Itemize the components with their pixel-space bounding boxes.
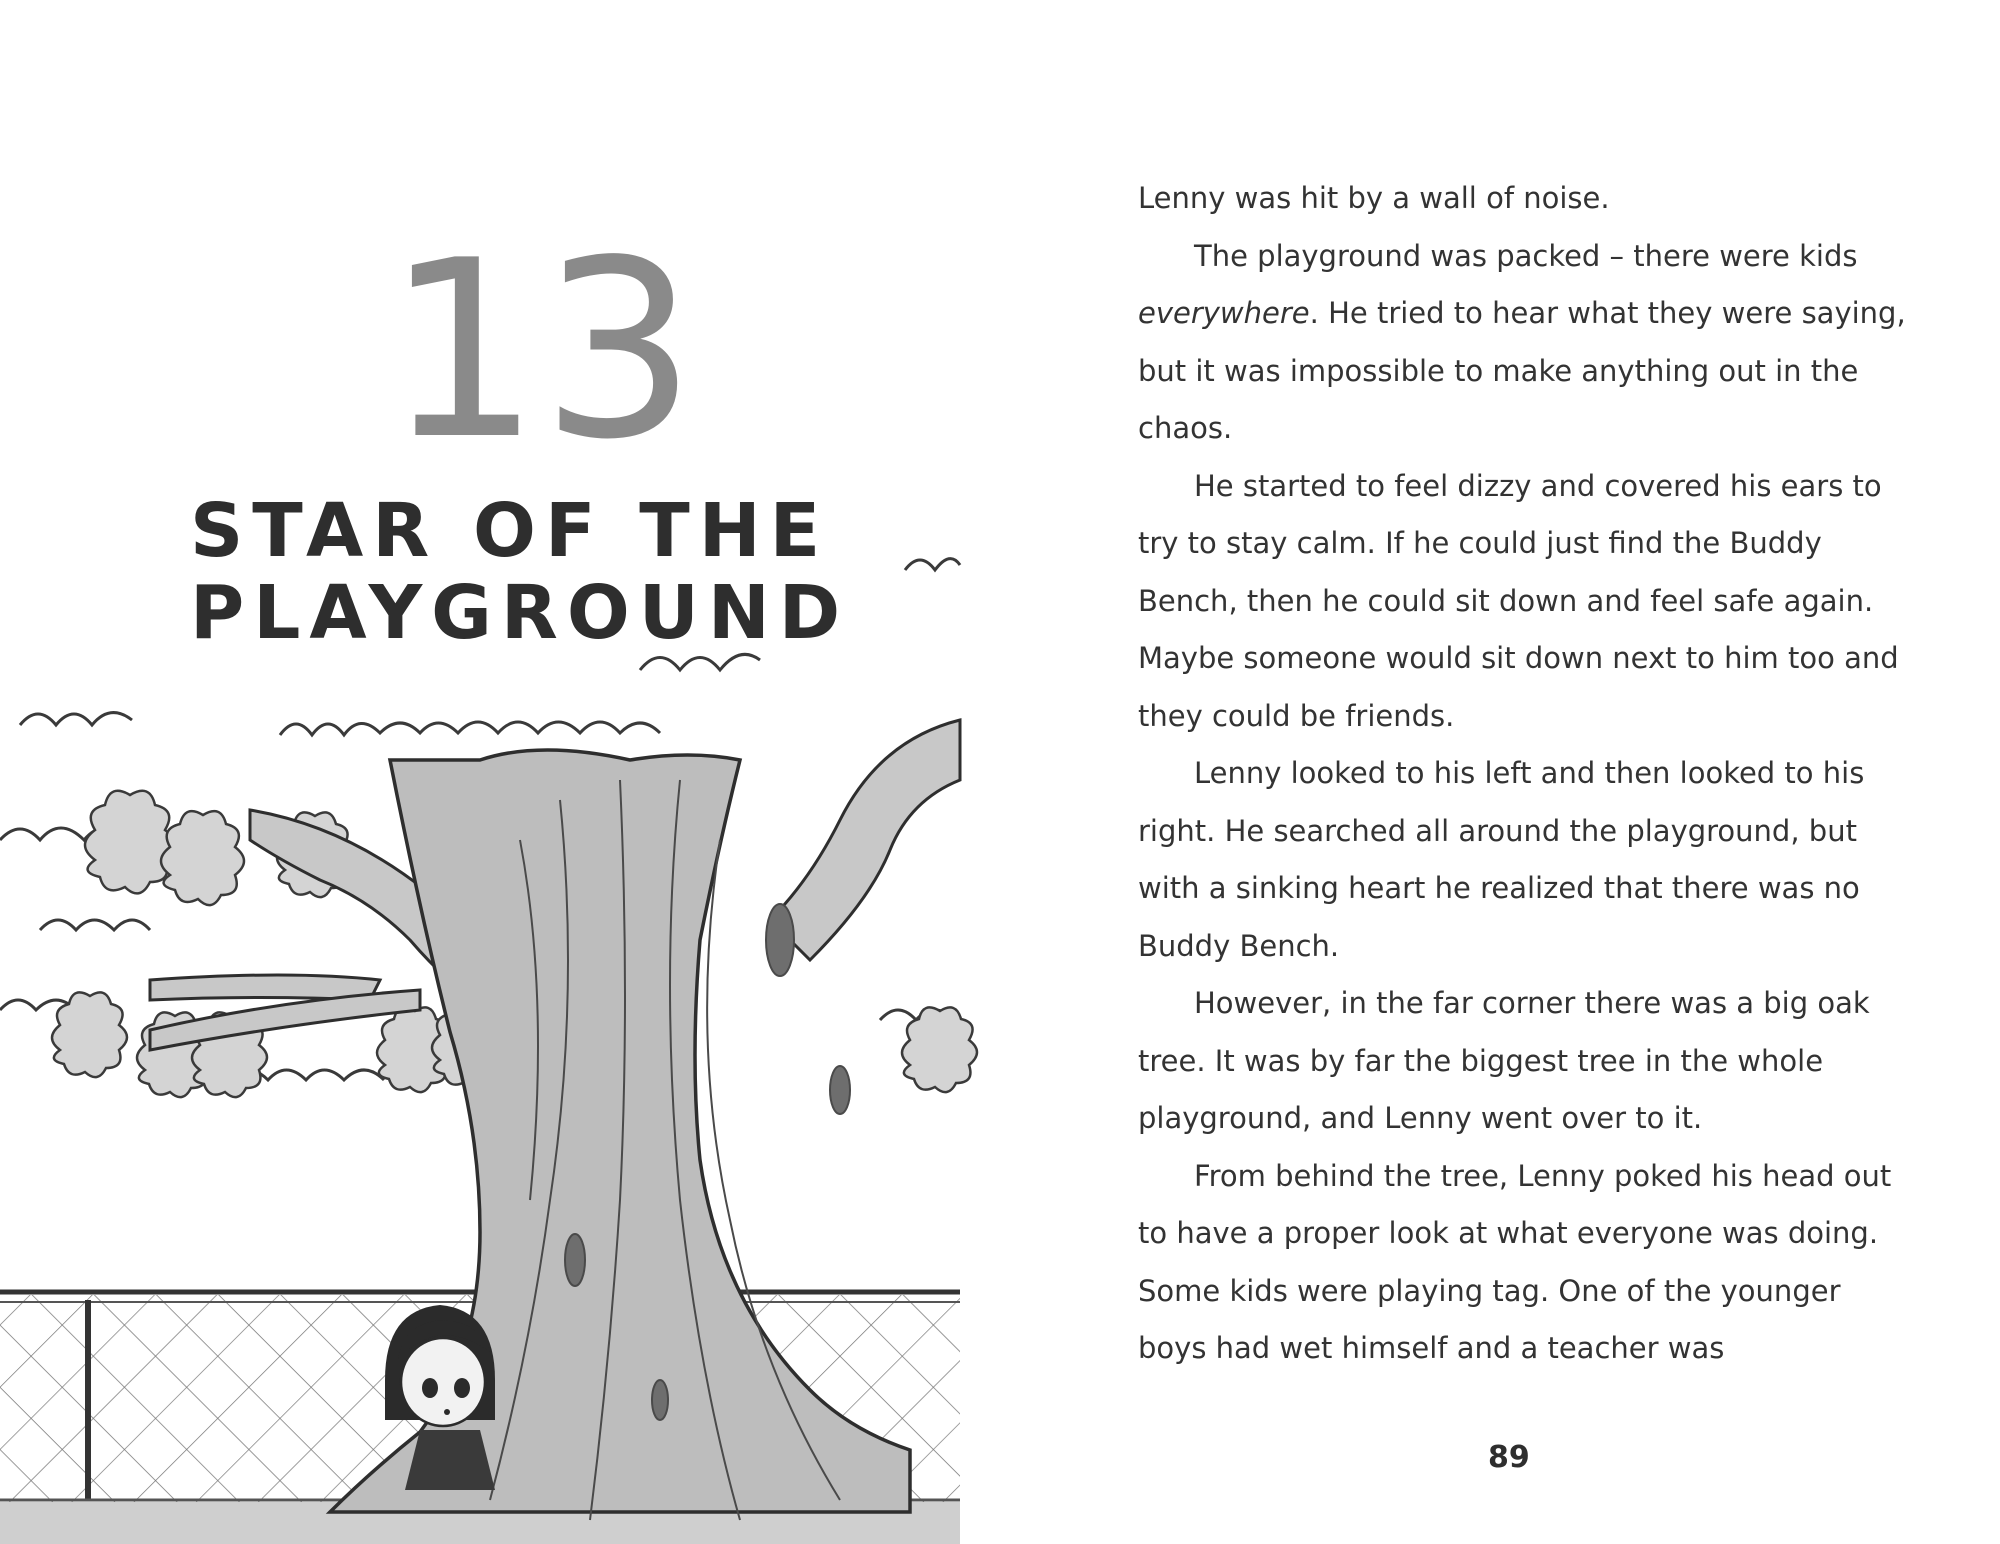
left-page <box>0 0 960 1544</box>
paragraph-1: Lenny was hit by a wall of noise. <box>1138 181 1610 215</box>
body-text <box>1138 170 1918 1378</box>
paragraph-3: He started to feel dizzy and covered his ears to try to stay calm. If he could just find the Buddy Bench, then he could sit down and feel safe again. Maybe someone would sit down next to him too and they could be friends. <box>1138 468 1899 733</box>
paragraph-2 <box>1138 228 1918 458</box>
paragraph-6: From behind the tree, Lenny poked his head out to have a proper look at what everyone was doing. Some kids were playing tag. One of the younger boys had wet himself and a teacher was <box>1138 1158 1892 1365</box>
oak-tree-illustration <box>0 640 960 1544</box>
chapter-title <box>190 490 890 654</box>
page-number: 89 <box>1488 1440 1530 1475</box>
paragraph-2-end: . He tried to hear what they were saying, but it was impossible to make anything out in the chaos. <box>1138 296 1906 445</box>
paragraph-2-emphasis: everywhere <box>1138 296 1310 330</box>
paragraph-4: Lenny looked to his left and then looked to his right. He searched all around the playground, but with a sinking heart he realized that there was no Buddy Bench. <box>1138 756 1865 963</box>
paragraph-2-start: The playground was packed – there were kids <box>1194 238 1858 273</box>
chapter-title-line-2: PLAYGROUND <box>190 570 850 656</box>
chapter-number <box>385 208 697 493</box>
chapter-number-digit-one: 13 <box>385 208 697 493</box>
paragraph-5: However, in the far corner there was a big oak tree. It was by far the biggest tree in the whole playground, and Lenny went over to it. <box>1138 986 1870 1135</box>
chapter-title-line-1: STAR OF THE <box>190 488 830 574</box>
